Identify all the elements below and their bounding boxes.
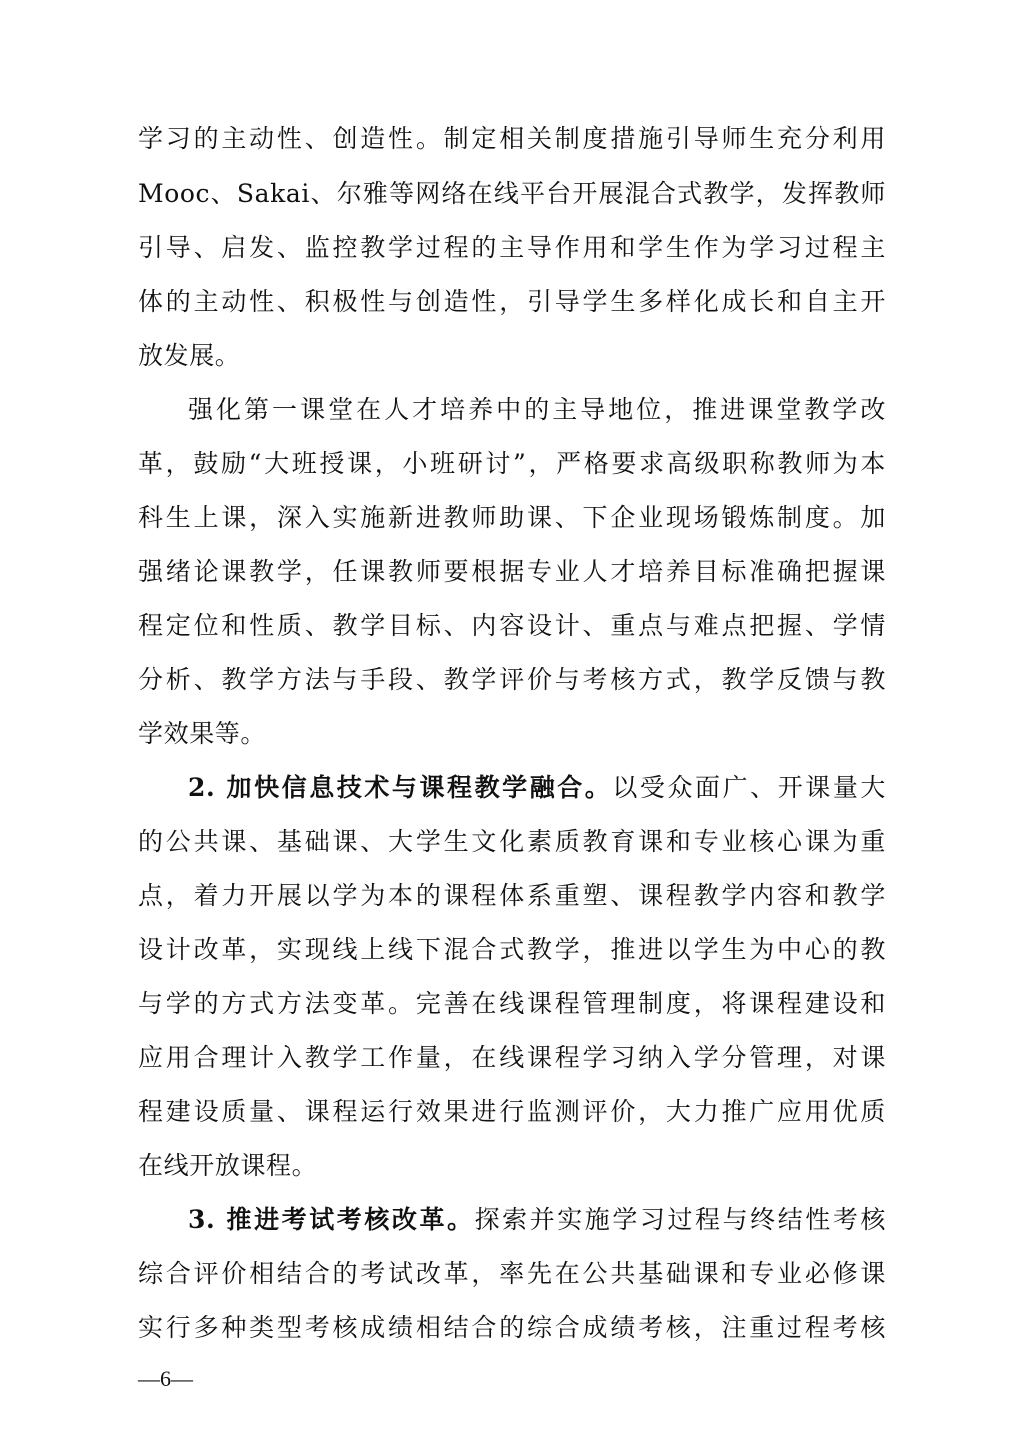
- text-line: 设计改革，实现线上线下混合式教学，推进以学生为中心的教: [138, 935, 886, 964]
- text-line: 综合评价相结合的考试改革，率先在公共基础课和专业必修课: [138, 1259, 886, 1288]
- text-line: 学习的主动性、创造性。制定相关制度措施引导师生充分利用: [138, 124, 886, 153]
- page-number: —6—: [138, 1366, 193, 1391]
- text-line: 革，鼓励“大班授课，小班研讨”，严格要求高级职称教师为本: [138, 449, 886, 478]
- text-line: [188, 1197, 886, 1243]
- text-run: 以受众面广、开课量大: [612, 773, 886, 802]
- text-line: 点，着力开展以学为本的课程体系重塑、课程教学内容和教学: [138, 881, 886, 910]
- text-line: 实行多种类型考核成绩相结合的综合成绩考核，注重过程考核: [138, 1313, 886, 1342]
- text-line: 科生上课，深入实施新进教师助课、下企业现场锻炼制度。加: [138, 503, 886, 532]
- text-line: 强化第一课堂在人才培养中的主导地位，推进课堂教学改: [188, 395, 886, 424]
- text-line: 分析、教学方法与手段、教学评价与考核方式，教学反馈与教: [138, 665, 886, 694]
- text-line: 引导、启发、监控教学过程的主导作用和学生作为学习过程主: [138, 233, 886, 262]
- section-heading: 3. 推进考试考核改革。: [188, 1205, 475, 1234]
- text-line: 应用合理计入教学工作量，在线课程学习纳入学分管理，对课: [138, 1043, 886, 1072]
- text-line: 的公共课、基础课、大学生文化素质教育课和专业核心课为重: [138, 827, 886, 856]
- section-heading: 2. 加快信息技术与课程教学融合。: [188, 773, 613, 802]
- text-line: 程建设质量、课程运行效果进行监测评价，大力推广应用优质: [138, 1097, 886, 1126]
- text-line: 与学的方式方法变革。完善在线课程管理制度，将课程建设和: [138, 989, 886, 1018]
- text-run: 探索并实施学习过程与终结性考核: [474, 1205, 886, 1234]
- text-line: 在线开放课程。: [138, 1151, 318, 1180]
- text-line: Mooc、Sakai、尔雅等网络在线平台开展混合式教学，发挥教师: [138, 179, 886, 208]
- text-line: 程定位和性质、教学目标、内容设计、重点与难点把握、学情: [138, 611, 886, 640]
- text-line: 强绪论课教学，任课教师要根据专业人才培养目标准确把握课: [138, 557, 886, 586]
- text-line: [188, 765, 886, 811]
- text-line: 学效果等。: [138, 719, 267, 748]
- text-line: 体的主动性、积极性与创造性，引导学生多样化成长和自主开: [138, 287, 886, 316]
- text-line: 放发展。: [138, 341, 241, 370]
